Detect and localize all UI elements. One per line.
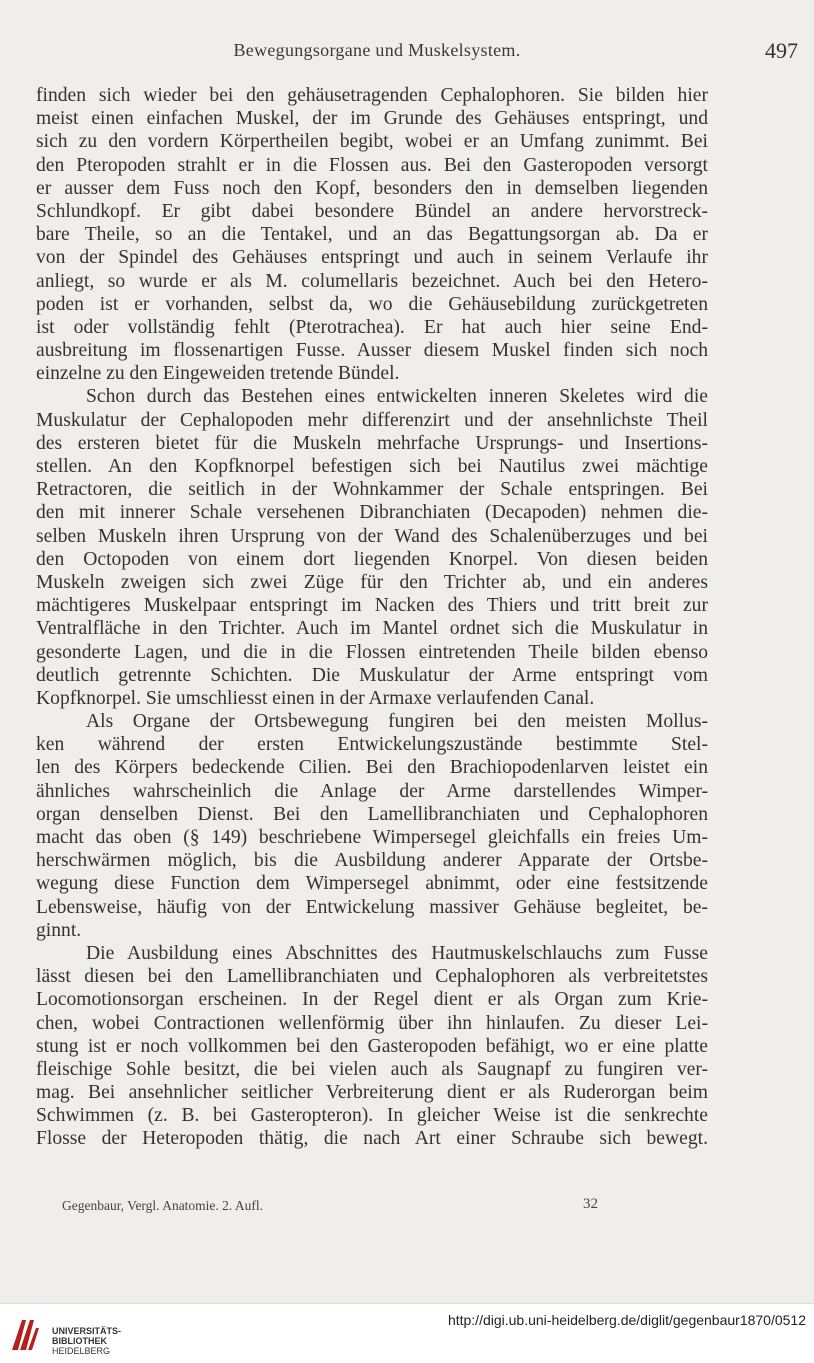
text-line: anliegt, so wurde er als M. columellaris bezeichnet. Auch bei den Hetero- (36, 270, 708, 292)
library-seal-icon (8, 1314, 42, 1354)
text-line: von der Spindel des Gehäuses entspringt und auch in seinem Verlaufe ihr (36, 247, 708, 269)
text-line: gesonderte Lagen, und die in die Flossen eintretenden Theile bilden ebenso (36, 641, 708, 663)
text-line: mag. Bei ansehnlicher seitlicher Verbreiterung dient er als Ruderorgan beim (36, 1082, 708, 1104)
text-line: fleischige Sohle besitzt, die bei vielen auch als Saugnapf zu fungiren ver- (36, 1058, 708, 1080)
text-line: des ersteren bietet für die Muskeln mehrfache Ursprungs- und Insertions- (36, 432, 708, 454)
text-line: sich zu den vordern Körpertheilen begibt, wobei er an Umfang zunimmt. Bei (36, 131, 708, 153)
body-text (36, 84, 708, 1151)
text-line: Flosse der Heteropoden thätig, die nach Art einer Schraube sich bewegt. (36, 1128, 708, 1150)
page-header (36, 38, 798, 68)
text-line: ginnt. (36, 919, 82, 941)
text-line: Als Organe der Ortsbewegung fungiren bei den meisten Mollus- (86, 711, 708, 733)
text-line: Muskeln zweigen sich zwei Züge für den Trichter ab, und ein anderes (36, 571, 708, 593)
text-line: herschwärmen möglich, bis die Ausbildung anderer Apparate der Ortsbe- (36, 850, 708, 872)
permalink-url[interactable]: http://digi.ub.uni-heidelberg.de/diglit/gegenbaur1870/0512 (447, 1312, 806, 1328)
text-line: deutlich getrennte Schichten. Die Muskulatur der Arme entspringt vom (36, 664, 708, 686)
library-name-line: BIBLIOTHEK (52, 1336, 107, 1346)
text-line: Kopfknorpel. Sie umschliesst einen in der Armaxe verlaufenden Canal. (36, 687, 595, 709)
text-line: selben Muskeln ihren Ursprung von der Wand des Schalenüberzuges und bei (36, 525, 708, 547)
text-line: organ denselben Dienst. Bei den Lamellibranchiaten und Cephalophoren (36, 803, 708, 825)
text-line: bare Theile, so an die Tentakel, und an das Begattungsorgan ab. Da er (36, 224, 708, 246)
library-name (52, 1326, 121, 1356)
library-name-line: HEIDELBERG (52, 1346, 111, 1356)
text-line: macht das oben (§ 149) beschriebene Wimpersegel gleichfalls ein freies Um- (36, 827, 708, 848)
text-line: len des Körpers bedeckende Cilien. Bei den Brachiopodenlarven leistet ein (36, 757, 708, 779)
text-line: Retractoren, die seitlich in der Wohnkammer der Schale entspringen. Bei (36, 479, 708, 501)
text-line: Schlundkopf. Er gibt dabei besondere Bündel an andere hervorstreck- (36, 200, 708, 222)
text-line: mächtigeres Muskelpaar entspringt im Nacken des Thiers und tritt breit zur (36, 595, 708, 617)
text-line: Ventralfläche in den Trichter. Auch im Mantel ordnet sich die Muskulatur in (36, 618, 708, 640)
text-line: Locomotionsorgan erscheinen. In der Regel dient er als Organ zum Krie- (36, 989, 708, 1011)
text-line: finden sich wieder bei den gehäusetragenden Cephalophoren. Sie bilden hier (36, 85, 708, 106)
text-line: ken während der ersten Entwickelungszustände bestimmte Stel- (36, 734, 708, 756)
text-line: Die Ausbildung eines Abschnittes des Hautmuskelschlauchs zum Fusse (86, 942, 708, 964)
page-number: 497 (765, 38, 798, 63)
text-line: er ausser dem Fuss noch den Kopf, besonders den in demselben liegenden (36, 177, 708, 199)
text-line: Lebensweise, häufig von der Entwickelung massiver Gehäuse begleitet, be- (36, 896, 708, 918)
text-line: Schon durch das Bestehen eines entwickelten inneren Skeletes wird die (86, 386, 708, 408)
text-line: lässt diesen bei den Lamellibranchiaten und Cephalophoren als verbreitetstes (36, 966, 708, 988)
running-head: Bewegungsorgane und Muskelsystem. (233, 40, 521, 60)
text-line: wegung diese Function dem Wimpersegel abnimmt, oder eine festsitzende (36, 873, 708, 895)
viewer-footer (0, 1303, 814, 1363)
text-line: ist oder vollständig fehlt (Pterotrachea). Er hat auch hier seine End- (36, 316, 708, 338)
text-line: den mit innerer Schale versehenen Dibranchiaten (Decapoden) nehmen die- (36, 502, 708, 524)
text-line: einzelne zu den Eingeweiden tretende Bündel. (36, 363, 400, 385)
university-library-logo[interactable] (8, 1314, 122, 1356)
text-line: ähnliches wahrscheinlich die Anlage der Arme darstellendes Wimper- (36, 780, 708, 802)
text-line: den Octopoden von einem dort liegenden Knorpel. Von diesen beiden (36, 548, 708, 570)
text-line: stung ist er noch vollkommen bei den Gasteropoden befähigt, wo er eine platte (36, 1035, 708, 1057)
library-name-line: UNIVERSITÄTS- (52, 1326, 122, 1336)
text-line: ausbreitung im flossenartigen Fusse. Ausser diesem Muskel finden sich noch (36, 340, 708, 362)
text-line: chen, wobei Contractionen wellenförmig über ihn hinlaufen. Zu dieser Lei- (36, 1012, 708, 1034)
page-footer (62, 1198, 682, 1214)
imprint-line: Gegenbaur, Vergl. Anatomie. 2. Aufl. (62, 1198, 264, 1213)
text-line: meist einen einfachen Muskel, der im Grunde des Gehäuses entspringt, und (36, 108, 708, 130)
sheet-signature: 32 (583, 1196, 598, 1212)
text-line: poden ist er vorhanden, selbst da, wo die Gehäusebildung zurückgetreten (36, 293, 708, 315)
text-line: Muskulatur der Cephalopoden mehr differenzirt und der ansehnlichste Theil (36, 409, 708, 431)
text-line: stellen. An den Kopfknorpel befestigen sich bei Nautilus zwei mächtige (36, 456, 708, 477)
text-line: den Pteropoden strahlt er in die Flossen aus. Bei den Gasteropoden versorgt (36, 154, 708, 176)
text-line: Schwimmen (z. B. bei Gasteropteron). In gleicher Weise ist die senkrechte (36, 1105, 708, 1127)
